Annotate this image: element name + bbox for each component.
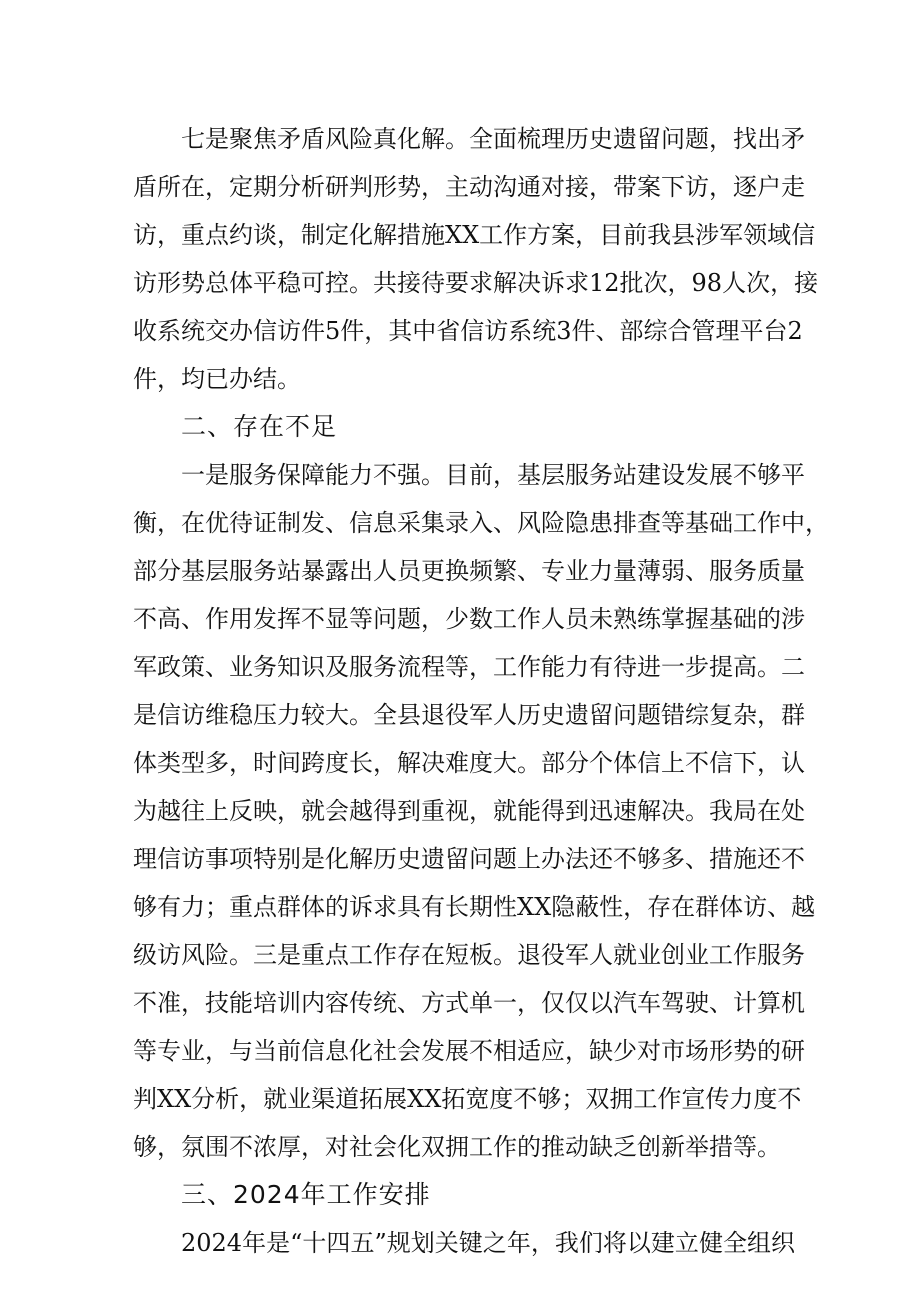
section-2-line-3: 部分基层服务站暴露出人员更换频繁、专业力量薄弱、服务质量 [133, 557, 805, 585]
section-2-line-5: 军政策、业务知识及服务流程等，工作能力有待进一步提高。二 [133, 653, 805, 681]
section-2-line-9: 理信访事项特别是化解历史遗留问题上办法还不够多、措施还不 [133, 845, 805, 873]
section-2-line-10: 够有力；重点群体的诉求具有长期性XX隐蔽性，存在群体访、越 [133, 893, 816, 921]
section-2-line-11: 级访风险。三是重点工作存在短板。退役军人就业创业工作服务 [133, 941, 805, 969]
section-2-line-7: 体类型多，时间跨度长，解决难度大。部分个体信上不信下，认 [133, 749, 805, 777]
section-2-line-1: 一是服务保障能力不强。目前，基层服务站建设发展不够平 [181, 461, 805, 489]
paragraph-7-line-4: 访形势总体平稳可控。共接待要求解决诉求12批次，98人次，接 [133, 269, 819, 297]
paragraph-7-line-6: 件，均已办结。 [133, 365, 301, 393]
section-2-line-6: 是信访维稳压力较大。全县退役军人历史遗留问题错综复杂，群 [133, 701, 805, 729]
section-2-line-2: 衡，在优待证制发、信息采集录入、风险隐患排查等基础工作中， [133, 509, 829, 537]
section-2-line-15: 够，氛围不浓厚，对社会化双拥工作的推动缺乏创新举措等。 [133, 1133, 781, 1161]
section-3-line-1: 2024年是“十四五”规划关键之年，我们将以建立健全组织 [181, 1229, 795, 1257]
section-2-line-8: 为越往上反映，就会越得到重视，就能得到迅速解决。我局在处 [133, 797, 805, 825]
section-2-line-14: 判XX分析，就业渠道拓展XX拓宽度不够；双拥工作宣传力度不 [133, 1085, 802, 1113]
paragraph-7-line-5: 收系统交办信访件5件，其中省信访系统3件、部综合管理平台2 [133, 317, 803, 345]
section-2-line-12: 不准，技能培训内容传统、方式单一，仅仅以汽车驾驶、计算机 [133, 989, 805, 1017]
section-2-heading: 二、存在不足 [181, 412, 338, 441]
paragraph-7-line-1: 七是聚焦矛盾风险真化解。全面梳理历史遗留问题，找出矛 [181, 125, 805, 153]
paragraph-7-line-3: 访，重点约谈，制定化解措施XX工作方案，目前我县涉军领域信 [133, 221, 816, 249]
section-2-line-4: 不高、作用发挥不显等问题，少数工作人员未熟练掌握基础的涉 [133, 605, 805, 633]
paragraph-7-line-2: 盾所在，定期分析研判形势，主动沟通对接，带案下访，逐户走 [133, 173, 805, 201]
section-3-heading: 三、2024年工作安排 [181, 1180, 431, 1209]
section-2-line-13: 等专业，与当前信息化社会发展不相适应，缺少对市场形势的研 [133, 1037, 805, 1065]
